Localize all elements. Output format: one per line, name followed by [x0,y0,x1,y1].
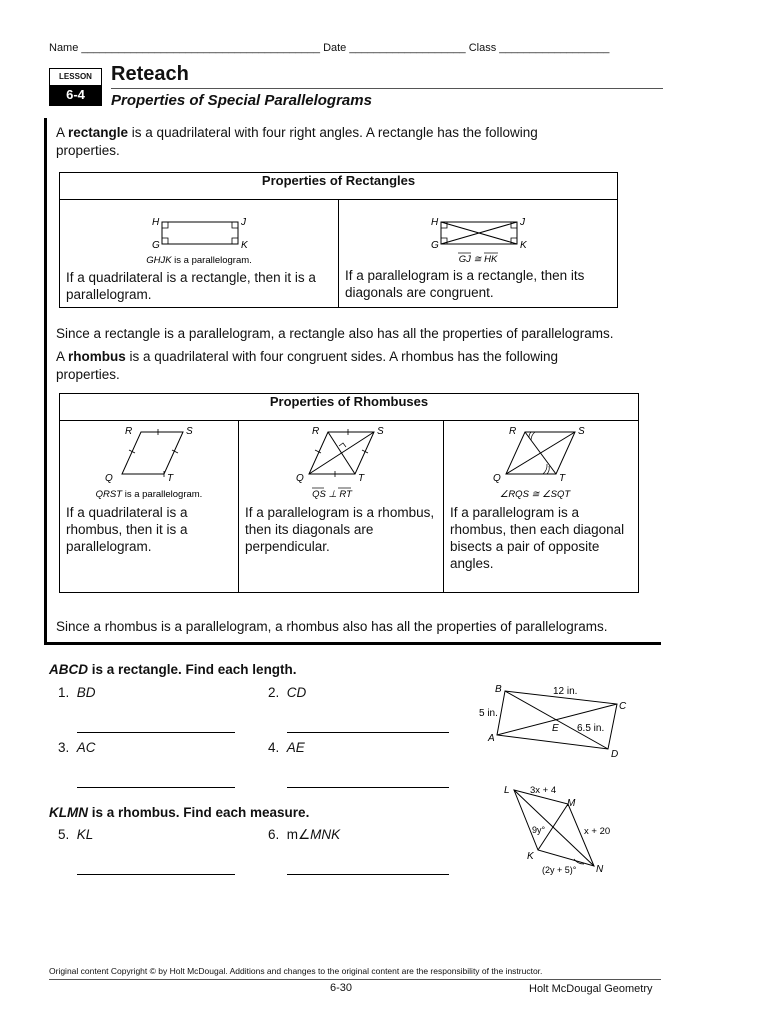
rectangles-table [59,172,618,308]
label-k: K [241,240,248,251]
rect-property-2: If a parallelogram is a rectangle, then its diagonals are congruent. [345,268,585,300]
section2-heading [49,805,309,820]
label-g: G [152,240,160,251]
label-t: T [167,473,174,484]
label-e: E [552,723,559,734]
question-5 [58,827,93,842]
question-text: CD [286,685,307,700]
answer-line-4[interactable] [287,787,449,788]
intro-rect-pre: A [56,125,69,140]
question-number: 1. [58,685,70,700]
question-text: AE [286,740,305,755]
label-k: K [527,851,534,862]
label-n: N [596,864,604,875]
section-left-bar [44,118,47,643]
since-rhombus: Since a rhombus is a parallelogram, a rhombus also has all the properties of parallelograms. [56,619,608,634]
question-number: 2. [268,685,280,700]
question-text: BD [76,685,96,700]
section-bottom-bar [44,642,661,645]
section2-instruction: is a rhombus. Find each measure. [88,805,310,820]
question-text: MNK [310,827,341,842]
question-text: KL [76,827,94,842]
label-m: M [567,798,576,809]
rhombus-cell-1 [60,421,239,593]
intro-rhombus-post: is a quadrilateral with four congruent sides. A rhombus has the following properties. [56,349,559,382]
rectangle-diagonals-figure [340,201,616,267]
label-b: B [495,684,502,695]
copyright-notice: Original content Copyright © by Holt McDougal. Additions and changes to the original content are the responsibility of the instructor. [49,966,543,976]
label-side-top: 3x + 4 [530,785,557,796]
section1-instruction: is a rectangle. Find each length. [88,662,297,677]
label-h: H [431,217,439,228]
rhombus-diagonals-figure [240,422,442,504]
title-rule [111,88,663,89]
label-top-length: 12 in. [553,686,578,697]
label-s: S [186,426,193,437]
label-t: T [358,473,365,484]
answer-line-6[interactable] [287,874,449,875]
lesson-badge [49,68,102,106]
rectangle-abcd-figure [475,677,635,763]
label-h: H [152,217,160,228]
question-1 [58,685,96,700]
label-k: K [520,240,527,251]
label-r: R [125,426,133,437]
question-number: 3. [58,740,70,755]
label-q: Q [493,473,501,484]
date-blank[interactable]: ___________________ [349,42,466,54]
lesson-number: 6-4 [50,85,101,105]
class-label: Class [468,42,497,54]
caption: ∠RQS ≅ ∠SQT [499,489,571,500]
rhombus-property-2: If a parallelogram is a rhombus, then its diagonals are perpendicular. [245,505,435,554]
label-d: D [611,749,619,760]
rect-property-1: If a quadrilateral is a rectangle, then it is a parallelogram. [66,270,316,302]
class-blank[interactable]: __________________ [499,42,610,54]
question-prefix: m∠ [286,827,311,842]
intro-rect-post: is a quadrilateral with four right angles. A rectangle has the following properties. [56,125,538,158]
svg-text:GHJK is a parallelogram. [146,255,252,266]
rhombus-cell-2 [239,421,444,593]
question-4 [268,740,305,755]
label-diagonal-length: 6.5 in. [577,723,605,734]
date-label: Date [323,42,347,54]
label-side-right: x + 20 [584,826,611,837]
rectangle-intro [56,124,546,160]
label-q: Q [105,473,113,484]
label-s: S [377,426,384,437]
question-6 [268,827,340,843]
name-blank[interactable]: _______________________________________ [81,42,320,54]
rectangles-table-header: Properties of Rectangles [60,173,618,200]
label-j: J [520,217,525,228]
section1-figure-name: ABCD [49,662,88,677]
rhombus-property-1: If a quadrilateral is a rhombus, then it is a parallelogram. [66,505,188,554]
since-rectangle: Since a rectangle is a parallelogram, a rectangle also has all the properties of parallelograms. [56,326,614,341]
label-a: A [488,733,495,744]
question-number: 6. [268,827,280,842]
caption-rest: is a parallelogram. [171,255,252,266]
caption-italic: GHJK [146,255,172,266]
name-row [49,42,609,54]
rhombus-intro [56,348,616,384]
label-q: Q [296,473,304,484]
label-angle-top: 9y° [532,825,546,835]
svg-text:QRST is a parallelogram. [96,489,203,500]
page-subtitle: Properties of Special Parallelograms [111,92,372,109]
rhombus-property-3: If a parallelogram is a rhombus, then each diagonal bisects a pair of opposite angles. [450,505,625,571]
rect-cell-2 [339,200,618,308]
label-r: R [509,426,517,437]
question-number: 4. [268,740,280,755]
rhombuses-table [59,393,639,593]
question-2 [268,685,306,700]
rhombus-angle-bisect-figure [445,422,637,504]
question-3 [58,740,96,755]
rhombus-klmn-figure [490,780,640,880]
label-j: J [241,217,246,228]
question-text: AC [76,740,96,755]
page-number: 6-30 [330,982,353,994]
footer-rule [49,979,661,980]
rhombuses-table-header: Properties of Rhombuses [60,394,639,421]
intro-rhombus-pre: A [56,349,69,364]
caption-italic: QRST [95,489,123,500]
section2-figure-name: KLMN [49,805,88,820]
label-angle-bottom: (2y + 5)° [542,865,577,875]
lesson-label: LESSON [50,69,101,85]
caption: GJ ≅ HK [458,254,498,265]
label-s: S [578,426,585,437]
answer-line-2[interactable] [287,732,449,733]
name-label: Name [49,42,79,54]
page-title: Reteach [111,63,189,85]
answer-line-3[interactable] [77,787,235,788]
rectangle-term: rectangle [68,125,129,140]
rhombus-figure [61,422,237,504]
label-r: R [312,426,320,437]
section1-heading [49,662,297,677]
caption: QS ⊥ RT [312,489,352,500]
rectangle-figure [61,201,337,269]
label-t: T [559,473,566,484]
publisher-name: Holt McDougal Geometry [529,983,653,995]
rhombus-cell-3 [444,421,639,593]
label-g: G [431,240,439,251]
label-left-length: 5 in. [479,708,498,719]
label-l: L [504,785,510,796]
answer-line-5[interactable] [77,874,235,875]
label-c: C [619,701,627,712]
rect-cell-1 [60,200,339,308]
question-number: 5. [58,827,70,842]
caption-rest: is a parallelogram. [122,489,203,500]
rhombus-term: rhombus [68,349,126,364]
answer-line-1[interactable] [77,732,235,733]
